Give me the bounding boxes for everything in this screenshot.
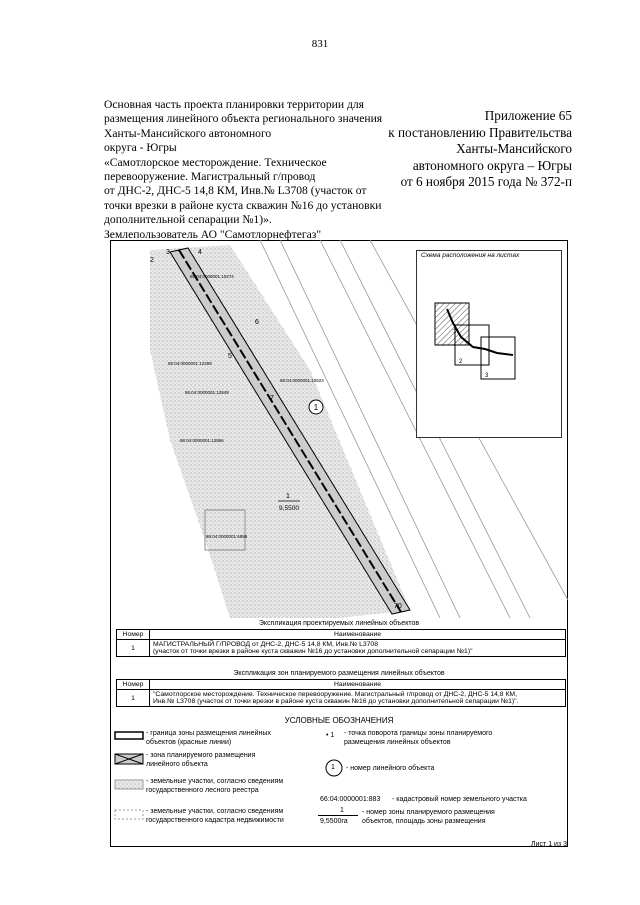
zone-number: 1 <box>286 493 290 500</box>
page-number: 831 <box>311 38 329 50</box>
legend-text-line: - точка поворота границы зоны планируемого <box>344 730 493 737</box>
turn-point-label: 70 <box>394 603 402 610</box>
table-cell-line: Инв.№ L3708 (участок от точки врезки в районе куста скважин №16 до установки дополнительной сепарации №1)". <box>153 698 519 705</box>
title-line: «Самотлорское месторождение. Техническое <box>104 155 327 169</box>
appendix-line: автономного округа – Югры <box>412 157 572 173</box>
turn-point-label: 3 <box>166 249 170 256</box>
forest-symbol <box>114 779 144 791</box>
title-line: Основная часть проекта планировки территории для <box>104 98 364 111</box>
table-cell-line: (участок от точки врезки в районе куста скважин №16 до установки дополнительной сепарации №1)" <box>153 648 473 655</box>
legend-item-zone-boundary <box>146 729 271 747</box>
zone-area-example: 9,5500га <box>320 818 348 825</box>
table-header-row <box>117 630 566 640</box>
cadastral-label: 86:04:0000001:10623 <box>280 378 324 383</box>
legend-item-turn-point <box>344 729 492 747</box>
legend-text-line: государственного лесного реестра <box>146 787 259 794</box>
zone-num-example: 1 <box>340 807 344 814</box>
cadastral-label: 86:04:0000001:6858 <box>206 534 248 539</box>
zone-fraction-line-legend <box>318 815 358 816</box>
cadastral-example: 66:04:0000001:883 <box>320 796 381 803</box>
inset-sheet-label: 1 <box>453 329 457 335</box>
appendix-block <box>312 108 572 191</box>
appendix-line: Ханты-Мансийского <box>456 141 572 156</box>
linear-objects-table <box>116 629 566 657</box>
zone-area: 9,5500 <box>279 505 299 512</box>
title-line: округа - Югры <box>104 141 177 155</box>
title-line: размещения линейного объекта регионального значения <box>104 112 383 126</box>
title-line: Землепользователь АО "Самотлорнефтегаз" <box>104 227 322 241</box>
cadastral-label: 86:04:0000001:12856 <box>180 438 224 443</box>
inset-sheet-label: 3 <box>485 373 489 379</box>
zone-symbol <box>114 753 144 767</box>
legend-text-line: - граница зоны размещения линейных <box>146 730 271 737</box>
table-header: Номер <box>117 680 150 690</box>
sheet-layout-inset <box>416 250 562 438</box>
object-number-legend-value: 1 <box>331 764 335 771</box>
table1-caption: Экспликация проектируемых линейных объектов <box>258 620 420 627</box>
title-line: дополнительной сепарации №1)». <box>104 213 272 227</box>
inset-sheet-label: 2 <box>459 359 463 365</box>
table-header: Номер <box>117 630 150 640</box>
appendix-line: от 6 ноября 2015 года № 372-п <box>400 174 572 189</box>
sheet-number: Лист 1 из 3 <box>531 841 567 848</box>
title-line: Ханты-Мансийского автономного <box>104 126 272 140</box>
legend-text-line: - номер зоны планируемого размещения <box>362 809 495 816</box>
table-row <box>117 640 566 657</box>
turn-point-symbol: • 1 <box>326 732 335 739</box>
title-line: от ДНС-2, ДНС-5 14,8 КМ, Инв.№ L3708 (участок от <box>104 184 367 198</box>
zones-table <box>116 679 566 707</box>
legend-item-zone <box>146 751 255 769</box>
object-number: 1 <box>313 403 319 412</box>
title-line: перевооружение. Магистральный г/провод <box>104 170 316 184</box>
title-line: точки врезки в районе куста скважин №16 до установки <box>104 198 382 212</box>
legend-item-zone-number <box>362 808 495 826</box>
legend-item-forest <box>146 777 283 795</box>
legend-text-line: объектов (красные линии) <box>146 739 232 746</box>
legend-text-line: - земельные участки, согласно сведениям <box>146 778 284 785</box>
table-cell: 1 <box>117 640 150 657</box>
turn-point-label: 5 <box>228 353 232 360</box>
table-cell <box>150 690 566 707</box>
legend-item-cadastre <box>146 807 284 825</box>
appendix-line: к постановлению Правительства <box>388 124 572 140</box>
legend-title: УСЛОВНЫЕ ОБОЗНАЧЕНИЯ <box>284 716 394 725</box>
legend-text-line: - зона планируемого размещения <box>146 752 256 759</box>
inset-map <box>417 251 563 439</box>
turn-point-label: 2 <box>150 257 154 264</box>
table-cell <box>150 640 566 657</box>
cadastral-label: 86:04:0000001:12849 <box>185 390 229 395</box>
turn-point-label: 4 <box>198 249 202 256</box>
legend-text-line: - земельные участки, согласно сведениям <box>146 808 284 815</box>
table-header: Наименование <box>150 630 566 640</box>
legend-item-object-number: - номер линейного объекта <box>346 765 435 772</box>
table-cell-line: "Самотлорское месторождение. Техническое перевооружение. Магистральный г/провод от ДНС-2, ДНС-5 14,8 КМ, <box>153 691 517 698</box>
cadastre-symbol <box>114 809 144 821</box>
table-cell-line: МАГИСТРАЛЬНЫЙ Г/ПРОВОД от ДНС-2, ДНС-5 14,8 КМ, Инв.№ L3708 <box>153 641 378 648</box>
inset-title: Схема расположения на листах <box>421 252 520 259</box>
zone-boundary-symbol <box>114 731 144 741</box>
table-header: Наименование <box>150 680 566 690</box>
cadastral-label: 86:04:0000001:12269 <box>168 361 212 366</box>
legend-text-line: линейного объекта <box>146 761 208 768</box>
legend-text-line: объектов, площадь зоны размещения <box>362 818 486 825</box>
turn-point-label: 6 <box>255 319 259 326</box>
table-cell: 1 <box>117 690 150 707</box>
table2-caption: Экспликация зон планируемого размещения линейных объектов <box>233 670 445 677</box>
cadastral-label: 86:04:0000001:10274 <box>190 274 234 279</box>
legend-text-line: размещения линейных объектов <box>344 739 451 746</box>
table-row <box>117 690 566 707</box>
appendix-line: Приложение 65 <box>484 108 572 123</box>
turn-point-label: 7 <box>270 395 274 402</box>
legend-item-cadastral: - кадастровый номер земельного участка <box>392 796 527 803</box>
legend-text-line: государственного кадастра недвижимости <box>146 817 284 824</box>
table-header-row <box>117 680 566 690</box>
